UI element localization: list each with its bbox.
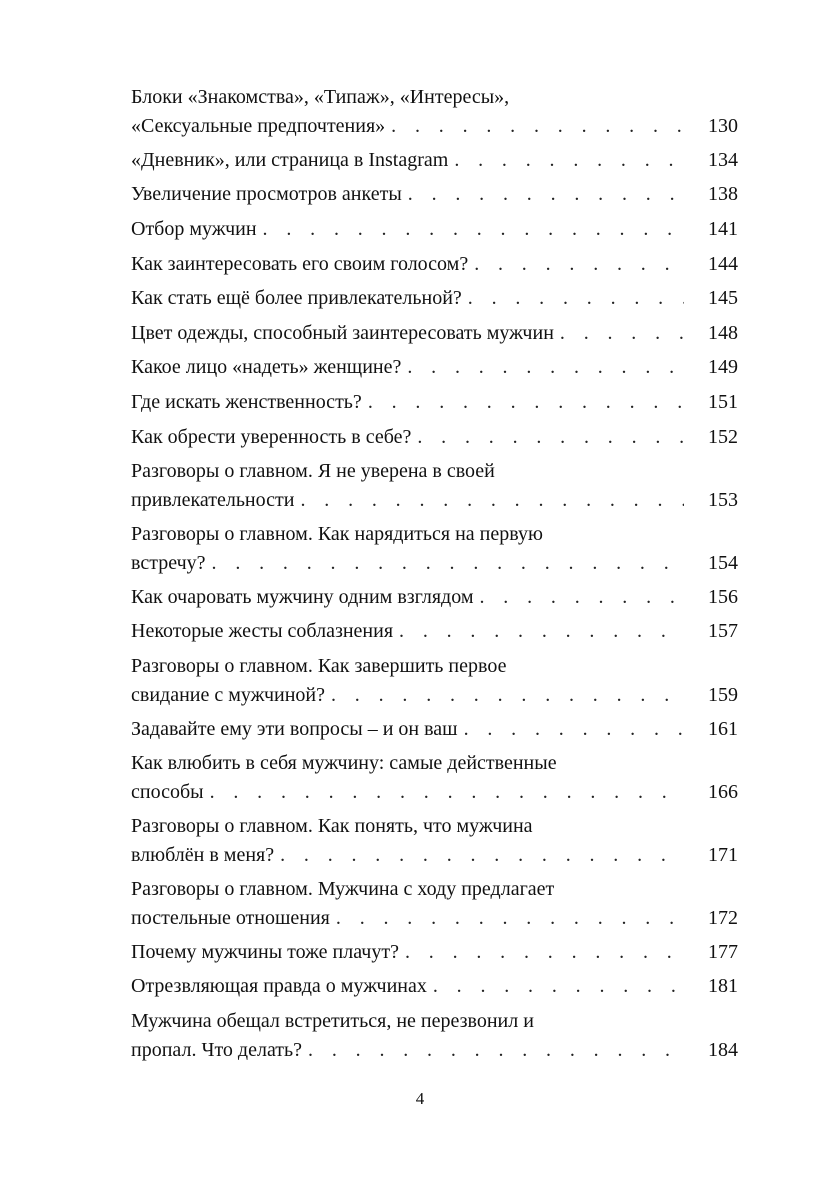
toc-page-number: 152	[708, 425, 738, 448]
toc-page-number: 172	[708, 906, 738, 929]
toc-entry	[131, 284, 738, 313]
toc-page-number: 166	[708, 781, 738, 804]
toc-page-number: 177	[708, 940, 738, 963]
toc-page-number: 138	[708, 183, 738, 206]
dot-leader	[206, 549, 684, 578]
toc-entry	[131, 215, 738, 244]
toc-entry	[131, 583, 738, 612]
toc-entry-title-line: постельные отношения	[131, 906, 330, 929]
toc-entry-title-line: Блоки «Знакомства», «Типаж», «Интересы»,	[131, 86, 510, 108]
toc-entry-title-line: Разговоры о главном. Я не уверена в своей	[131, 460, 495, 483]
toc-page-number: 149	[708, 356, 738, 379]
dot-leader	[474, 583, 685, 612]
dot-leader	[401, 353, 684, 382]
toc-entry-title: Как стать ещё более привлекательной?	[131, 287, 462, 310]
toc-entry	[131, 617, 738, 646]
dot-leader	[427, 972, 684, 1001]
toc-entry-title: Как обрести уверенность в себе?	[131, 425, 412, 448]
toc-page-number: 161	[708, 717, 738, 740]
dot-leader	[302, 1036, 684, 1065]
dot-leader	[411, 423, 684, 452]
toc-entry	[131, 388, 738, 417]
toc-entry	[131, 319, 738, 348]
toc-page-number: 151	[708, 390, 738, 413]
toc-entry-title: Почему мужчины тоже плачут?	[131, 940, 399, 963]
dot-leader	[294, 486, 684, 515]
toc-entry-title: «Дневник», или страница в Instagram	[131, 148, 449, 171]
toc-page-number: 144	[708, 252, 738, 275]
toc-entry-title: Задавайте ему эти вопросы – и он ваш	[131, 717, 458, 740]
toc-entry-title: Отрезвляющая правда о мужчинах	[131, 975, 427, 998]
toc-entry-title: Цвет одежды, способный заинтересовать мужчин	[131, 321, 554, 344]
toc-entry-title: Где искать женственность?	[131, 390, 362, 413]
toc-page-number: 181	[708, 975, 738, 998]
toc-entry	[131, 423, 738, 452]
dot-leader	[362, 388, 684, 417]
toc-entry	[131, 1007, 738, 1065]
toc-page-number: 134	[708, 148, 738, 171]
toc-entry	[131, 972, 738, 1001]
toc-entry	[131, 520, 738, 578]
toc-entry	[131, 749, 738, 807]
toc-entry-title-line: свидание с мужчиной?	[131, 683, 325, 706]
dot-leader	[399, 938, 684, 967]
toc-entry-title: Увеличение просмотров анкеты	[131, 183, 402, 206]
toc-entry	[131, 875, 738, 933]
toc-entry-title-line: привлекательности	[131, 489, 295, 512]
dot-leader	[325, 681, 684, 710]
dot-leader	[468, 250, 684, 279]
dot-leader	[458, 715, 684, 744]
dot-leader	[204, 778, 684, 807]
toc-page-number: 171	[708, 844, 738, 867]
toc-entry-title-line: встречу?	[131, 551, 206, 574]
toc-entry	[131, 457, 738, 515]
toc-page-number: 153	[708, 489, 738, 512]
toc-entry	[131, 250, 738, 279]
toc-entry	[131, 353, 738, 382]
toc-page-number: 141	[708, 217, 738, 240]
toc-page-number: 184	[708, 1038, 738, 1061]
toc-entry-title: Как заинтересовать его своим голосом?	[131, 252, 469, 275]
toc-entry-title: Как очаровать мужчину одним взглядом	[131, 585, 474, 608]
toc-entry	[131, 812, 738, 870]
toc-entry-title-line: Разговоры о главном. Мужчина с ходу предлагает	[131, 877, 555, 900]
toc-entry	[131, 715, 738, 744]
dot-leader	[330, 904, 684, 933]
toc-entry-title: Какое лицо «надеть» женщине?	[131, 356, 402, 379]
dot-leader	[402, 180, 684, 209]
toc-entry-title-line: Мужчина обещал встретиться, не перезвонил и	[131, 1009, 534, 1032]
dot-leader	[448, 146, 684, 175]
toc-entry-title-line: Разговоры о главном. Как завершить первое	[131, 654, 507, 677]
toc-entry-title-line: влюблён в меня?	[131, 844, 275, 867]
toc-entry	[131, 652, 738, 710]
toc-page-number: 159	[708, 683, 738, 706]
toc-page-number: 154	[708, 551, 738, 574]
dot-leader	[554, 319, 684, 348]
toc-entry	[131, 146, 738, 175]
toc-entry	[131, 180, 738, 209]
dot-leader	[257, 215, 684, 244]
toc-page-number: 156	[708, 585, 738, 608]
dot-leader	[385, 112, 684, 141]
page-number: 4	[415, 1089, 425, 1108]
toc-page-number: 145	[708, 287, 738, 310]
toc-entry-title-line: способы	[131, 781, 204, 804]
toc-entry-title-line: Разговоры о главном. Как нарядиться на первую	[131, 522, 543, 545]
toc-entry-title-line: Разговоры о главном. Как понять, что мужчина	[131, 815, 533, 838]
toc-entry-title-line: пропал. Что делать?	[131, 1038, 303, 1061]
toc-entry-title: Некоторые жесты соблазнения	[131, 620, 394, 643]
toc-entry-title-line: «Сексуальные предпочтения»	[131, 115, 386, 137]
toc-entry	[131, 938, 738, 967]
toc-page-number: 130	[708, 115, 738, 137]
toc-page-number: 148	[708, 321, 738, 344]
dot-leader	[274, 841, 684, 870]
toc-entry	[131, 83, 738, 141]
dot-leader	[393, 617, 684, 646]
toc-entry-title: Отбор мужчин	[131, 217, 257, 240]
toc-page-number: 157	[708, 620, 738, 643]
toc-entry-title-line: Как влюбить в себя мужчину: самые действенные	[131, 752, 557, 775]
dot-leader	[462, 284, 684, 313]
table-of-contents	[131, 83, 738, 1070]
